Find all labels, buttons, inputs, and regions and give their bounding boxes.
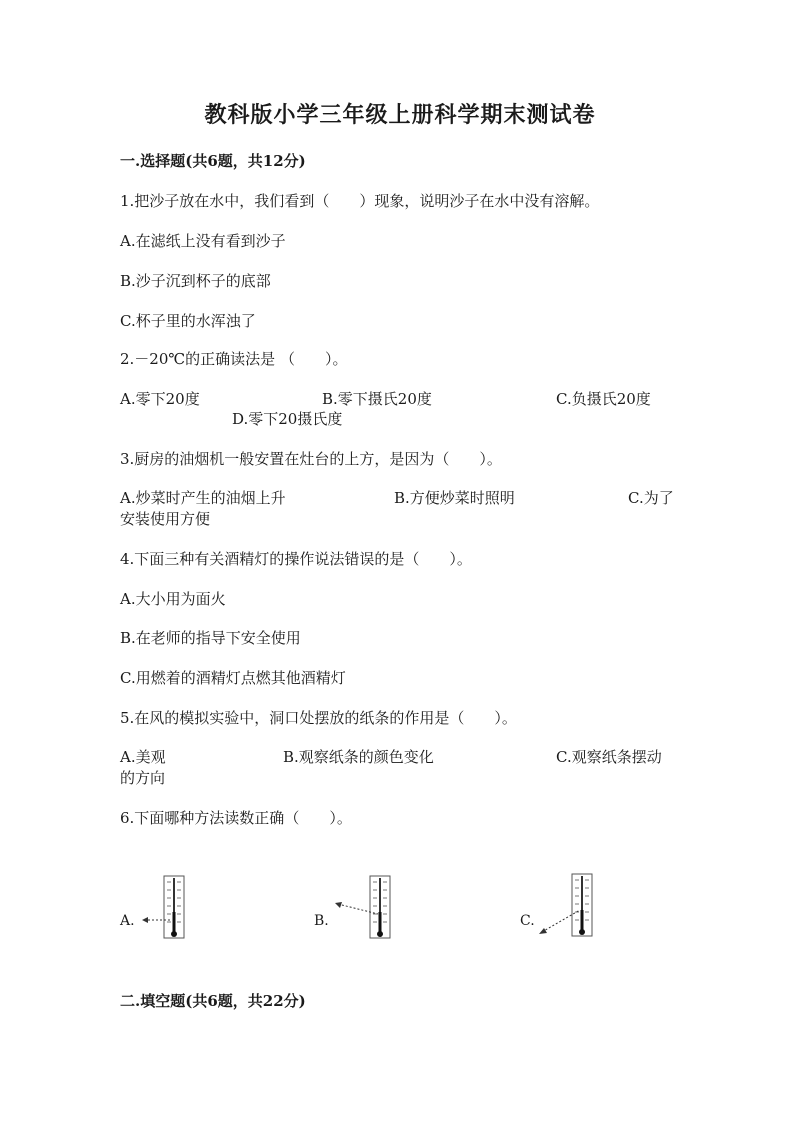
question-4-option-a: A.大小用为面火 xyxy=(120,590,226,608)
question-2-option-b: B.零下摄氏20度 xyxy=(322,390,432,408)
question-1-option-b: B.沙子沉到杯子的底部 xyxy=(120,272,271,290)
question-3-option-a: A.炒菜时产生的油烟上升 xyxy=(120,489,286,507)
question-6-stem: 6.下面哪种方法读数正确（ ）。 xyxy=(120,809,352,827)
question-6-option-a-label: A. xyxy=(120,913,135,929)
question-5-option-b: B.观察纸条的颜色变化 xyxy=(283,748,434,766)
question-6-option-b-label: B. xyxy=(314,913,329,929)
question-2-option-a: A.零下20度 xyxy=(120,390,200,408)
section-heading-choice: 一.选择题(共6题，共12分) xyxy=(120,152,306,170)
question-1-option-c: C.杯子里的水浑浊了 xyxy=(120,312,256,330)
thermometer-reading-c-icon xyxy=(536,872,606,942)
question-1-option-a: A.在滤纸上没有看到沙子 xyxy=(120,232,286,250)
question-4-option-c: C.用燃着的酒精灯点燃其他酒精灯 xyxy=(120,669,346,687)
section-heading-fill-in: 二.填空题(共6题，共22分) xyxy=(120,992,306,1010)
question-6-option-c-label: C. xyxy=(520,913,535,929)
question-5-option-c: C.观察纸条摆动 xyxy=(556,748,662,766)
question-4-stem: 4.下面三种有关酒精灯的操作说法错误的是（ ）。 xyxy=(120,550,472,568)
question-5-option-a: A.美观 xyxy=(120,748,166,766)
question-3-option-b: B.方便炒菜时照明 xyxy=(394,489,515,507)
question-1-stem: 1.把沙子放在水中，我们看到（ ）现象，说明沙子在水中没有溶解。 xyxy=(120,192,600,210)
thermometer-reading-b-icon xyxy=(330,872,400,942)
thermometer-reading-a-icon xyxy=(140,872,200,942)
question-4-option-b: B.在老师的指导下安全使用 xyxy=(120,629,301,647)
question-2-option-c: C.负摄氏20度 xyxy=(556,390,651,408)
question-2-stem: 2.－20℃的正确读法是 （ ）。 xyxy=(120,350,348,368)
question-5-option-c-continued: 的方向 xyxy=(120,769,166,787)
page-title: 教科版小学三年级上册科学期末测试卷 xyxy=(204,102,596,128)
question-3-option-c-continued: 安装使用方便 xyxy=(120,510,211,528)
question-3-option-c: C.为了 xyxy=(628,489,674,507)
question-3-stem: 3.厨房的油烟机一般安置在灶台的上方，是因为（ ）。 xyxy=(120,450,502,468)
question-2-option-d: D.零下20摄氏度 xyxy=(232,410,343,428)
question-5-stem: 5.在风的模拟实验中，洞口处摆放的纸条的作用是（ ）。 xyxy=(120,709,517,727)
